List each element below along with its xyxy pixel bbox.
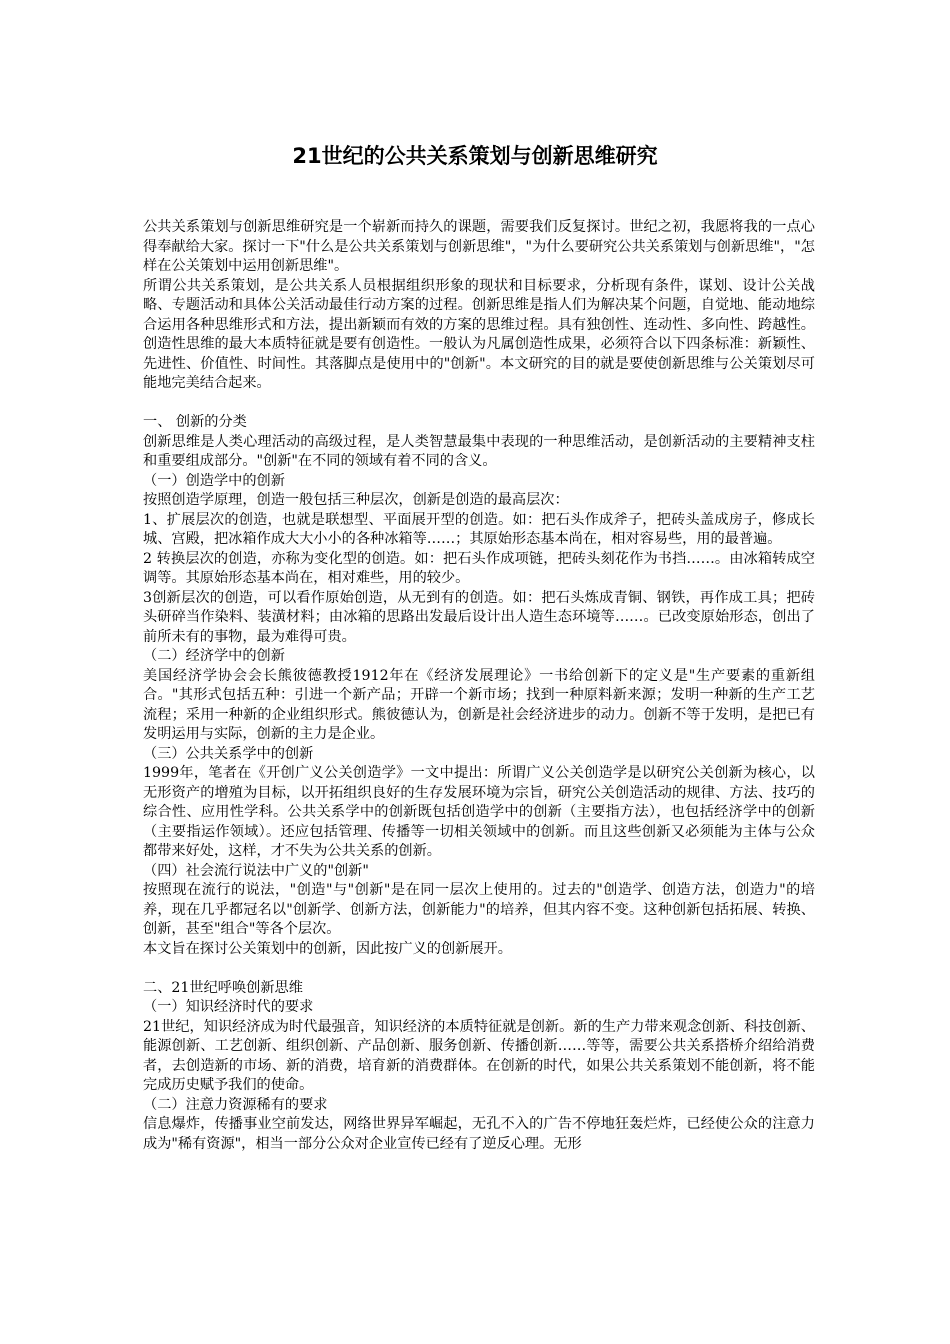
paragraph: 公共关系策划与创新思维研究是一个崭新而持久的课题，需要我们反复探讨。世纪之初，我愿将我的一点心得奉献给大家。探讨一下"什么是公共关系策划与创新思维"，"为什么要研究公共关系策划与创新思维"，"怎样在公关策划中运用创新思维"。 [143, 219, 815, 274]
paragraph-gap [143, 394, 815, 414]
paragraph: 美国经济学协会会长熊彼德教授1912年在《经济发展理论》一书给创新下的定义是"生产要素的重新组合。"其形式包括五种：引进一个新产品；开辟一个新市场；找到一种原料新来源；发明一种新的生产工艺流程；采用一种新的企业组织形式。熊彼德认为，创新是社会经济进步的动力。创新不等于发明，是把已有发明运用与实际，创新的主力是企业。 [143, 667, 815, 742]
document-title: 21世纪的公共关系策划与创新思维研究 [292, 144, 658, 168]
paragraph: 所谓公共关系策划，是公共关系人员根据组织形象的现状和目标要求，分析现有条件，谋划、设计公关战略、专题活动和具体公关活动最佳行动方案的过程。创新思维是指人们为解决某个问题，自觉地、能动地综合运用各种思维形式和方法，提出新颖而有效的方案的思维过程。具有独创性、连动性、多向性、跨越性。创造性思维的最大本质特征就是要有创造性。一般认为凡属创造性成果，必须符合以下四条标准：新颖性、先进性、价值性、时间性。其落脚点是使用中的"创新"。本文研究的目的就是要使创新思维与公关策划尽可能地完美结合起来。 [143, 277, 815, 391]
paragraph: 2 转换层次的创造，亦称为变化型的创造。如：把石头作成项链，把砖头刻花作为书挡……。由冰箱转成空调等。其原始形态基本尚在，相对难些，用的较少。 [143, 550, 815, 586]
paragraph: 创新思维是人类心理活动的高级过程，是人类智慧最集中表现的一种思维活动，是创新活动的主要精神支柱和重要组成部分。"创新"在不同的领域有着不同的含义。 [143, 433, 815, 469]
subsection-heading: （一）知识经济时代的要求 [143, 999, 314, 1015]
paragraph: 3创新层次的创造，可以看作原始创造，从无到有的创造。如：把石头炼成青铜、钢铁，再作成工具；把砖头研碎当作染料、装潢材料；由冰箱的思路出发最后设计出人造生态环境等……。已改变原始形态，创出了前所未有的事物，最为难得可贵。 [143, 589, 815, 645]
subsection-heading: （四）社会流行说法中广义的"创新" [143, 862, 369, 879]
subsection-heading: （一）创造学中的创新 [143, 472, 285, 489]
paragraph: 1999年，笔者在《开创广义公关创造学》一文中提出：所谓广义公关创造学是以研究公关创新为核心，以无形资产的增殖为目标，以开拓组织良好的生存发展环境为宗旨，研究公关创造活动的规律、方法、技巧的综合性、应用性学科。公共关系学中的创新既包括创造学中的创新（主要指方法），也包括经济学中的创新（主要指运作领域）。还应包括管理、传播等一切相关领域中的创新。而且这些创新又必须能为主体与公众都带来好处，这样，才不失为公共关系的创新。 [143, 765, 815, 859]
paragraph: 21世纪，知识经济成为时代最强音，知识经济的本质特征就是创新。新的生产力带来观念创新、科技创新、能源创新、工艺创新、组织创新、产品创新、服务创新、传播创新……等等，需要公共关系搭桥介绍给消费者，去创造新的市场、新的消费，培育新的消费群体。在创新的时代，如果公共关系策划不能创新，将不能完成历史赋予我们的使命。 [143, 1018, 815, 1093]
subsection-heading: （二）经济学中的创新 [143, 648, 285, 664]
paragraph: 按照创造学原理，创造一般包括三种层次，创新是创造的最高层次： [143, 492, 569, 508]
paragraph: 按照现在流行的说法，"创造"与"创新"是在同一层次上使用的。过去的"创造学、创造方法，创造力"的培养，现在几乎都冠名以"创新学、创新方法，创新能力"的培养，但其内容不变。这种创新包括拓展、转换、创新，甚至"组合"等各个层次。 [143, 882, 815, 937]
paragraph: 信息爆炸，传播事业空前发达，网络世界异军崛起，无孔不入的广告不停地狂轰烂炸，已经使公众的注意力成为"稀有资源"，相当一部分公众对企业宣传已经有了逆反心理。无形 [143, 1116, 815, 1152]
section-heading: 一、 创新的分类 [143, 414, 247, 430]
document-body [143, 218, 815, 1154]
paragraph: 本文旨在探讨公关策划中的创新，因此按广义的创新展开。 [143, 940, 512, 957]
subsection-heading: （二）注意力资源稀有的要求 [143, 1096, 328, 1113]
paragraph: 1、扩展层次的创造，也就是联想型、平面展开型的创造。如：把石头作成斧子，把砖头盖成房子，修成长城、宫殿，把冰箱作成大大小小的各种冰箱等……；其原始形态基本尚在，相对容易些，用的最普遍。 [143, 511, 815, 547]
paragraph-gap [143, 959, 815, 979]
section-heading: 二、21世纪呼唤创新思维 [143, 979, 303, 996]
subsection-heading: （三）公共关系学中的创新 [143, 745, 314, 762]
